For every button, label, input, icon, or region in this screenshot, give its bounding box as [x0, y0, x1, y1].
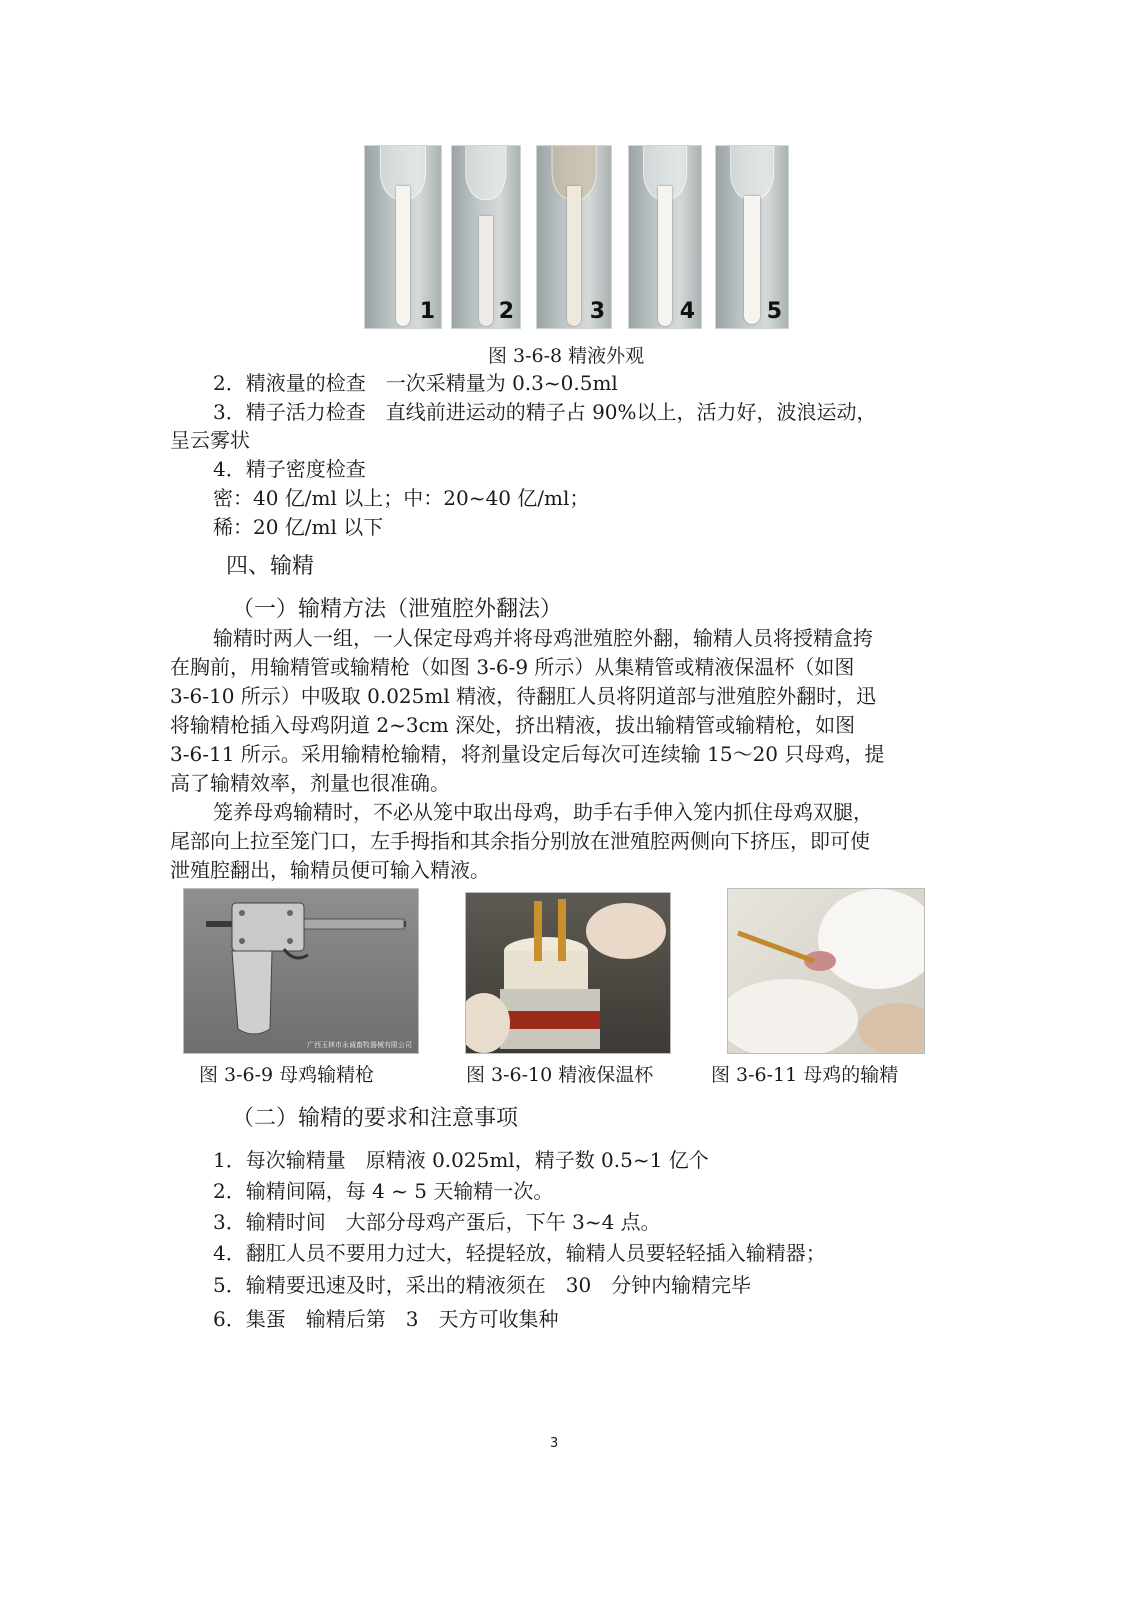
insemination-gun-icon	[184, 889, 418, 1053]
requirement-item: 1．每次输精量 原精液 0.025ml，精子数 0.5~1 亿个	[213, 1148, 709, 1172]
paragraph-line: 3-6-10 所示）中吸取 0.025ml 精液，待翻肛人员将阴道部与泄殖腔外翻时，迅	[170, 684, 877, 708]
paragraph-line: 3-6-11 所示。采用输精枪输精，将剂量设定后每次可连续输 15～20 只母鸡，提	[170, 742, 885, 766]
paragraph-line: 3．精子活力检查 直线前进运动的精子占 90%以上，活力好，波浪运动，	[213, 400, 877, 424]
tube-bulb	[730, 145, 774, 200]
paragraph-line: 呈云雾状	[170, 428, 250, 452]
paragraph-line: 2．精液量的检查 一次采精量为 0.3~0.5ml	[213, 371, 618, 395]
paragraph-line: 在胸前，用输精管或输精枪（如图 3-6-9 所示）从集精管或精液保温杯（如图	[170, 655, 855, 679]
subsection-title-method: （一）输精方法（泄殖腔外翻法）	[232, 597, 563, 622]
tube-photo-5	[715, 145, 789, 329]
hen-insemination-photo	[727, 888, 925, 1054]
tube-bulb	[465, 145, 506, 200]
paragraph-line: 4．精子密度检查	[213, 457, 366, 481]
tube-photo-3	[536, 145, 612, 329]
tube-label: 1	[419, 299, 435, 324]
page-number: 3	[550, 1436, 559, 1451]
tube-photo-4	[628, 145, 702, 329]
figure-caption-3-6-9: 图 3-6-9 母鸡输精枪	[199, 1064, 375, 1086]
paragraph-line: 笼养母鸡输精时，不必从笼中取出母鸡，助手右手伸入笼内抓住母鸡双腿，	[213, 800, 873, 824]
figure-caption-3-6-8: 图 3-6-8 精液外观	[488, 345, 645, 367]
paragraph-line: 稀：20 亿/ml 以下	[213, 515, 384, 539]
section-title: 四、输精	[226, 554, 315, 579]
tube-label: 3	[589, 299, 605, 324]
figure-caption-3-6-11: 图 3-6-11 母鸡的输精	[711, 1064, 899, 1086]
tube-photo-1	[364, 145, 442, 329]
paragraph-line: 泄殖腔翻出，输精员便可输入精液。	[170, 858, 490, 882]
tube-label: 4	[679, 299, 695, 324]
warming-cup-icon	[466, 893, 670, 1053]
tube-stem	[744, 196, 760, 324]
tube-stem	[567, 186, 581, 326]
tube-stem	[479, 216, 493, 326]
subsection-title-requirements: （二）输精的要求和注意事项	[232, 1106, 519, 1131]
requirement-item: 3．输精时间 大部分母鸡产蛋后，下午 3~4 点。	[213, 1210, 661, 1234]
requirement-item: 5．输精要迅速及时，采出的精液须在 30 分钟内输精完毕	[213, 1273, 752, 1297]
tube-stem	[396, 186, 410, 326]
figure-caption-3-6-10: 图 3-6-10 精液保温杯	[466, 1064, 654, 1086]
paragraph-line: 高了输精效率，剂量也很准确。	[170, 771, 450, 795]
requirement-item: 2．输精间隔，每 4 ~ 5 天输精一次。	[213, 1179, 554, 1203]
paragraph-line: 将输精枪插入母鸡阴道 2~3cm 深处，挤出精液，拔出输精管或输精枪，如图	[170, 713, 856, 737]
requirement-item: 4．翻肛人员不要用力过大，轻提轻放，输精人员要轻轻插入输精器；	[213, 1241, 826, 1265]
insemination-gun-photo	[183, 888, 419, 1054]
tube-label: 2	[498, 299, 514, 324]
tube-photo-2	[451, 145, 521, 329]
hen-insemination-icon	[728, 889, 924, 1053]
requirement-item: 6．集蛋 输精后第 3 天方可收集种	[213, 1307, 559, 1331]
paragraph-line: 密：40 亿/ml 以上；中：20~40 亿/ml；	[213, 486, 590, 510]
semen-warming-cup-photo	[465, 892, 671, 1054]
tube-stem	[658, 186, 672, 326]
tube-label: 5	[766, 299, 782, 324]
paragraph-line: 尾部向上拉至笼门口，左手拇指和其余指分别放在泄殖腔两侧向下挤压，即可使	[170, 829, 870, 853]
photo-watermark: 广西玉林市永诚畜牧器械有限公司	[307, 1041, 412, 1049]
paragraph-line: 输精时两人一组，一人保定母鸡并将母鸡泄殖腔外翻，输精人员将授精盒挎	[213, 626, 873, 650]
